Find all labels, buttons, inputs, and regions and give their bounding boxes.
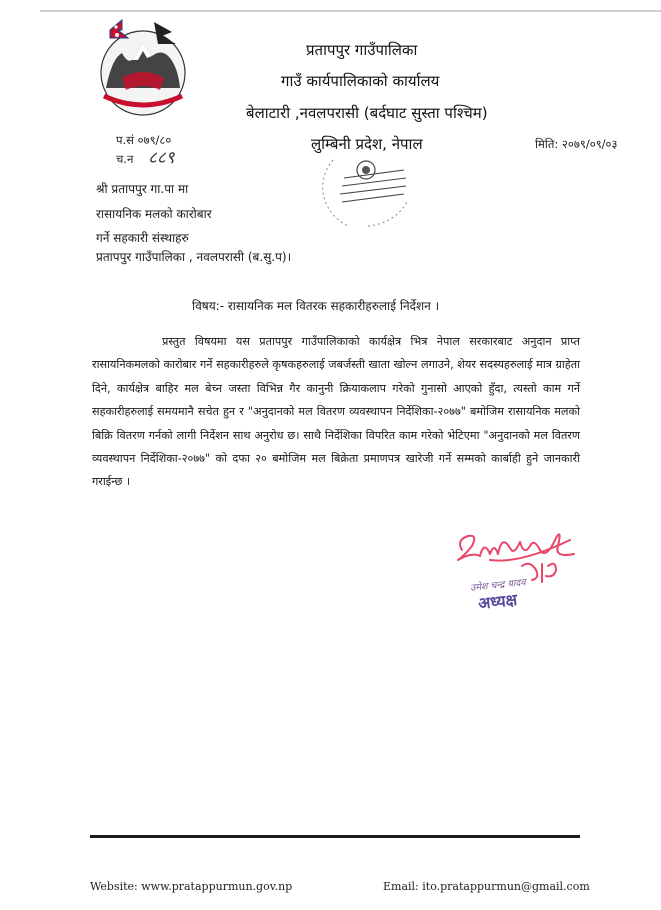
addressee-line-2: रासायनिक मलको कारोबार: [96, 207, 212, 221]
office-name-heading: प्रतापपुर गाउँपालिका: [306, 41, 418, 59]
letter-date: मिति: २०७९/०९/०३: [535, 137, 618, 151]
signatory-role: अध्यक्ष: [477, 590, 518, 613]
signatory-name: उमेश चन्द्र यादव: [469, 577, 527, 594]
province-heading: लुम्बिनी प्रदेश, नेपाल: [311, 135, 423, 153]
footer-website: Website: www.pratappurmun.gov.np: [90, 880, 293, 893]
office-address-heading: बेलाटारी ,नवलपरासी (बर्दघाट सुस्ता पश्चिम): [246, 104, 488, 122]
office-stamp-seal: [308, 140, 418, 230]
addressee-line-4: प्रतापपुर गाउँपालिका , नवलपरासी (ब.सु.प)।: [96, 250, 292, 264]
footer-divider: [90, 835, 580, 838]
office-subtitle-heading: गाउँ कार्यपालिकाको कार्यालय: [281, 72, 440, 90]
addressee-line-1: श्री प्रतापपुर गा.पा मा: [96, 182, 189, 196]
addressee-line-3: गर्ने सहकारी संस्थाहरु: [96, 231, 189, 245]
letter-body-paragraph: प्रस्तुत विषयमा यस प्रतापपुर गाउँपालिकाको कार्यक्षेत्र भित्र नेपाल सरकारबाट अनुदान प्राप्त रासायनिकमलको कारोबार गर्ने सहकारीहरुले कृषकहरुलाई जबर्जस्ती खाता खोल्न लगाउने, शेयर सदस्यहरुलाई मात्र ग्राहेता दिने, कार्यक्षेत्र बाहिर मल बेच्न जस्ता विभिन्न गैर कानुनी क्रियाकलाप गरेको गुनासो आएको हुँदा, त्यस्तो काम गर्ने सहकारीहरुलाई समयमानै सचेत हुन र "अनुदानको मल वितरण व्यवस्थापन निर्देशिका-२०७७" बमोजिम रासायनिक मलको बिक्रि वितरण गर्नको लागी निर्देशन साथ अनुरोध छ। साथै निर्देशिका विपरित काम गरेको भेटिएमा "अनुदानको मल वितरण व्यवस्थापन निर्देशिका-२०७७" को दफा २० बमोजिम मल बिक्रेता प्रमाणपत्र खारेजी गर्ने सम्मको कार्बाही हुने जानकारी गराईन्छ ।: [92, 335, 580, 489]
fiscal-year-reference: प.सं ०७९/८०: [116, 133, 172, 147]
dispatch-number-label: च.न: [116, 152, 134, 166]
nepal-emblem-logo: [92, 18, 194, 118]
dispatch-number-handwritten: ८८९: [148, 148, 175, 168]
letter-subject: विषय:- रासायनिक मल वितरक सहकारीहरुलाई निर्देशन ।: [192, 299, 440, 313]
page-top-border: [40, 10, 661, 12]
footer-email: Email: ito.pratappurmun@gmail.com: [383, 880, 590, 893]
